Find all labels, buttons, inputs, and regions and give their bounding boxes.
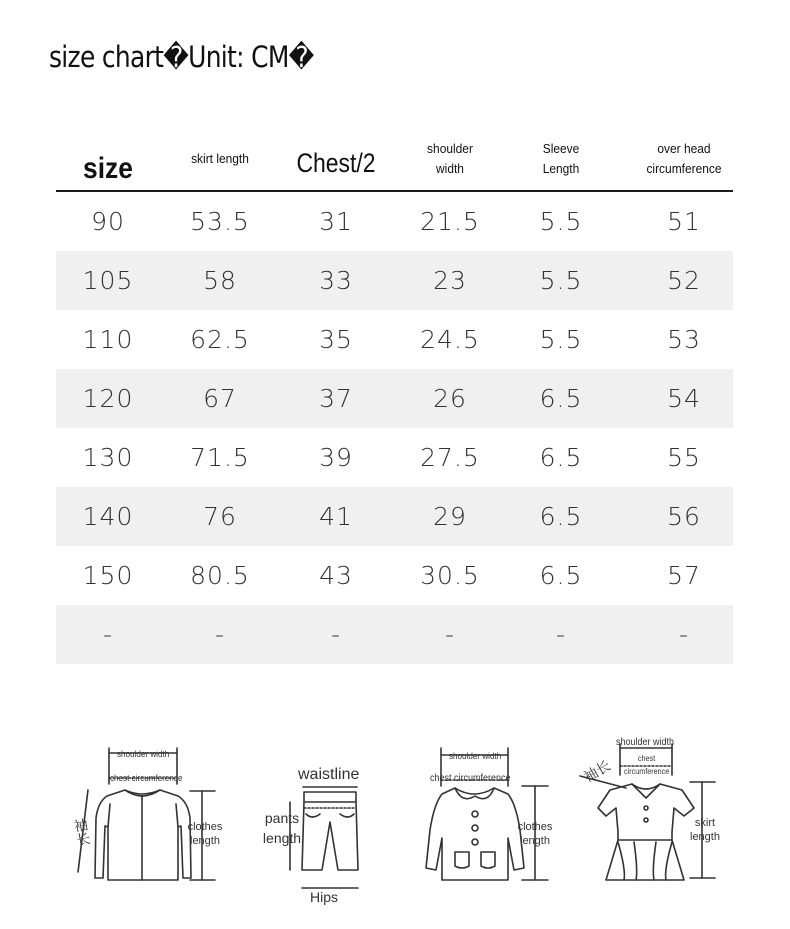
cell-head-circumference: 54 <box>667 384 701 413</box>
cell-sleeve-length: - <box>555 620 567 649</box>
table-row <box>56 546 733 605</box>
header-head-circumference: over head circumference <box>646 141 722 176</box>
cell-shoulder-width: 29 <box>433 502 467 531</box>
shirt-length-label: clothes length <box>517 821 553 847</box>
header-sleeve-length: Sleeve Length <box>542 141 580 176</box>
shirt-chest-label: chest circumference <box>430 773 511 784</box>
cell-size: 105 <box>82 266 134 295</box>
cell-sleeve-length: 5.5 <box>539 325 583 354</box>
cell-head-circumference: 52 <box>667 266 701 295</box>
table-body <box>56 192 733 664</box>
cell-shoulder-width: 30.5 <box>420 561 480 590</box>
pants-length-label: pants length <box>262 810 302 846</box>
cell-shoulder-width: 23 <box>433 266 467 295</box>
cell-size: 130 <box>82 443 134 472</box>
table-row <box>56 428 733 487</box>
cell-skirt-length: 80.5 <box>190 561 250 590</box>
dress-length-label: skirt length <box>690 817 720 843</box>
shirt-shoulder-label: shoulder width <box>449 751 502 761</box>
table-row <box>56 251 733 310</box>
cell-shoulder-width: 21.5 <box>420 207 480 236</box>
cell-head-circumference: 51 <box>667 207 701 236</box>
cell-sleeve-length: 5.5 <box>539 266 583 295</box>
cell-chest: 41 <box>319 502 353 531</box>
table-row <box>56 487 733 546</box>
cell-sleeve-length: 6.5 <box>539 561 583 590</box>
pants-waist-label: waistline <box>298 766 360 783</box>
cell-shoulder-width: - <box>444 620 456 649</box>
cell-size: 140 <box>82 502 134 531</box>
jacket-length-label: clothes length <box>187 821 223 847</box>
cell-skirt-length: 58 <box>203 266 237 295</box>
cell-size: 90 <box>91 207 125 236</box>
cell-head-circumference: 57 <box>667 561 701 590</box>
cell-sleeve-length: 6.5 <box>539 443 583 472</box>
cell-head-circumference: 56 <box>667 502 701 531</box>
dress-chest-label: chest circumference <box>624 754 670 776</box>
cell-sleeve-length: 6.5 <box>539 502 583 531</box>
measurement-diagrams <box>0 730 790 929</box>
cell-skirt-length: 67 <box>203 384 237 413</box>
cell-chest: 39 <box>319 443 353 472</box>
table-row <box>56 192 733 251</box>
cell-chest: - <box>330 620 342 649</box>
jacket-shoulder-label: shoulder width <box>117 749 170 759</box>
cell-shoulder-width: 26 <box>433 384 467 413</box>
cell-size: 150 <box>82 561 134 590</box>
cell-chest: 31 <box>319 207 353 236</box>
cell-shoulder-width: 24.5 <box>420 325 480 354</box>
table-row <box>56 310 733 369</box>
cell-sleeve-length: 6.5 <box>539 384 583 413</box>
header-size: size <box>83 152 133 185</box>
cell-sleeve-length: 5.5 <box>539 207 583 236</box>
table-row <box>56 369 733 428</box>
page-title: size chart�Unit: CM� <box>49 40 314 74</box>
pants-hips-label: Hips <box>310 889 339 905</box>
dress-shoulder-label: shoulder width <box>616 737 675 748</box>
table-header-row <box>56 128 733 192</box>
cell-skirt-length: 76 <box>203 502 237 531</box>
header-shoulder-width: shoulder width <box>427 141 473 176</box>
size-table <box>56 128 733 664</box>
cell-head-circumference: - <box>678 620 690 649</box>
cell-head-circumference: 53 <box>667 325 701 354</box>
cell-size: 110 <box>82 325 134 354</box>
cell-chest: 43 <box>319 561 353 590</box>
header-skirt-length: skirt length <box>191 151 249 166</box>
table-row <box>56 605 733 664</box>
header-chest: Chest/2 <box>296 148 376 178</box>
cell-size: 120 <box>82 384 134 413</box>
cell-chest: 37 <box>319 384 353 413</box>
cell-skirt-length: 71.5 <box>190 443 250 472</box>
jacket-icon <box>78 748 215 880</box>
cell-chest: 35 <box>319 325 353 354</box>
jacket-sleeve-label: 袖长 <box>71 816 93 848</box>
shirt-icon <box>426 748 548 880</box>
cell-skirt-length: - <box>214 620 226 649</box>
cell-skirt-length: 53.5 <box>190 207 250 236</box>
cell-head-circumference: 55 <box>667 443 701 472</box>
jacket-chest-label: chest circumference <box>110 773 183 783</box>
cell-skirt-length: 62.5 <box>190 325 250 354</box>
cell-chest: 33 <box>319 266 353 295</box>
dress-sleeve-label: 袖长 <box>580 757 614 785</box>
cell-shoulder-width: 27.5 <box>420 443 480 472</box>
cell-size: - <box>102 620 114 649</box>
